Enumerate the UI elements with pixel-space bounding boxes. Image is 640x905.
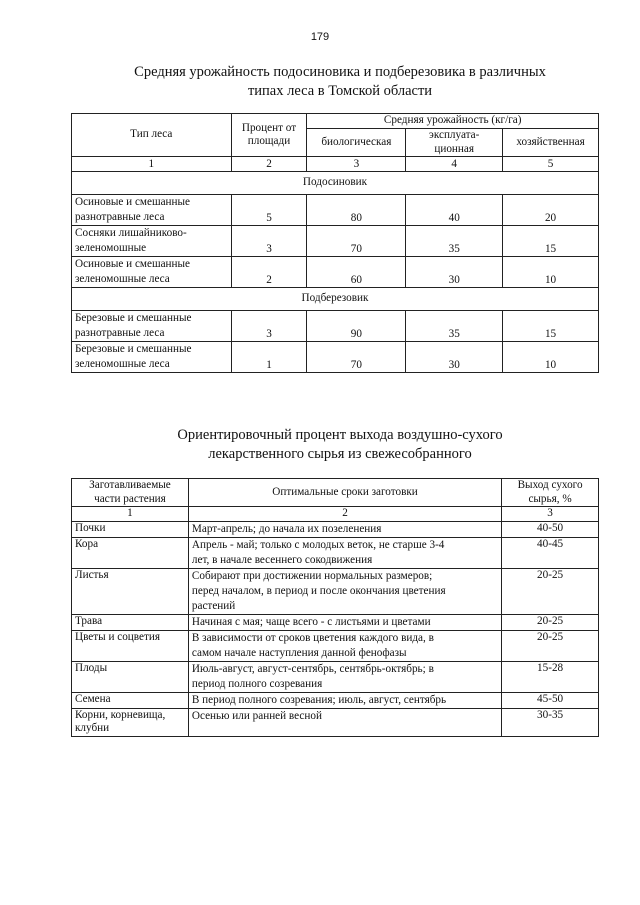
plant-part-line: Почки: [75, 521, 106, 534]
table-row: [72, 708, 599, 736]
harvest-period-line: Март-апрель; до начала их позеленения: [191, 522, 382, 535]
header-dry-yield-line1: Выход сухого: [517, 479, 583, 491]
header-economic: хозяйственная: [503, 129, 599, 157]
harvest-period-cell: [188, 614, 501, 630]
biological-yield-cell: 90: [307, 311, 406, 342]
economic-yield-cell: 10: [503, 257, 599, 288]
harvest-period-cell: [188, 692, 501, 708]
forest-type-line: Осиновые и смешанные: [75, 258, 191, 270]
col-number: 4: [406, 157, 503, 172]
dry-yield-cell: 20-25: [502, 630, 599, 661]
area-share-cell: 3: [231, 226, 307, 257]
col-number: 2: [231, 157, 307, 172]
forest-type-cell: [72, 311, 232, 342]
table-row: [72, 257, 599, 288]
table2-column-numbers: [72, 507, 599, 522]
table2-title: [60, 426, 620, 464]
harvest-period-cell: [188, 537, 501, 568]
header-harvest-periods: Оптимальные сроки заготовки: [188, 479, 501, 507]
col-number: 1: [72, 507, 189, 522]
forest-type-line: зеленомошные леса: [75, 273, 170, 285]
forest-type-line: разнотравные леса: [75, 211, 165, 223]
table2-title-line2: лекарственного сырья из свежесобранного: [208, 446, 472, 462]
dry-yield-cell: 20-25: [502, 614, 599, 630]
plant-part-cell: [72, 661, 189, 692]
header-exploitable: [406, 129, 503, 157]
plant-part-cell: [72, 568, 189, 614]
header-area-share-line2: площади: [247, 135, 291, 147]
exploitable-yield-cell: 40: [406, 195, 503, 226]
table-row: [72, 614, 599, 630]
header-plant-parts-line1: Заготавливаемые: [89, 479, 171, 491]
dry-yield-cell: 30-35: [502, 708, 599, 736]
table-row: [72, 630, 599, 661]
harvest-period-line: Собирают при достижении нормальных размеров;: [191, 569, 433, 582]
header-avg-yield: Средняя урожайность (кг/га): [307, 114, 599, 129]
harvest-period-line: лет, в начале весеннего сокодвижения: [191, 553, 373, 566]
economic-yield-cell: 20: [503, 195, 599, 226]
table-row: [72, 537, 599, 568]
plant-part-cell: [72, 614, 189, 630]
header-forest-type: Тип леса: [72, 114, 232, 157]
table1-header-row-1: [72, 114, 599, 129]
harvest-period-line: Осенью или ранней весной: [191, 709, 322, 722]
col-number: 2: [188, 507, 501, 522]
table-row: [72, 226, 599, 257]
plant-part-line: Корни, корневища,: [75, 708, 166, 721]
header-plant-parts: [72, 479, 189, 507]
harvest-period-line: самом начале наступления данной фенофазы: [191, 646, 407, 659]
exploitable-yield-cell: 35: [406, 226, 503, 257]
forest-type-line: Березовые и смешанные: [75, 343, 192, 355]
table-row: [72, 568, 599, 614]
plant-part-line: Листья: [75, 568, 109, 581]
harvest-period-line: период полного созревания: [191, 677, 323, 690]
plant-part-line: клубни: [75, 722, 110, 734]
harvest-period-line: перед началом, в период и после окончания цветения: [191, 584, 446, 597]
dry-yield-cell: 40-50: [502, 521, 599, 537]
area-share-cell: 5: [231, 195, 307, 226]
area-share-cell: 1: [231, 342, 307, 373]
economic-yield-cell: 15: [503, 226, 599, 257]
harvest-period-line: В период полного созревания; июль, август, сентябрь: [191, 693, 447, 706]
table-row: [72, 521, 599, 537]
harvest-period-line: В зависимости от сроков цветения каждого вида, в: [191, 631, 434, 644]
harvest-period-cell: [188, 521, 501, 537]
forest-type-line: Березовые и смешанные: [75, 312, 192, 324]
col-number: 5: [503, 157, 599, 172]
header-exploitable-line2: ционная: [434, 142, 475, 155]
harvest-period-cell: [188, 630, 501, 661]
header-area-share: [231, 114, 307, 157]
biological-yield-cell: 70: [307, 226, 406, 257]
plant-part-cell: [72, 521, 189, 537]
harvest-period-cell: [188, 661, 501, 692]
exploitable-yield-cell: 35: [406, 311, 503, 342]
economic-yield-cell: 15: [503, 311, 599, 342]
plant-part-line: Кора: [75, 537, 99, 550]
herbal-yield-table: [71, 478, 599, 737]
col-number: 1: [72, 157, 232, 172]
plant-part-cell: [72, 537, 189, 568]
harvest-period-line: растений: [191, 599, 236, 612]
table-row: [72, 661, 599, 692]
dry-yield-cell: 40-45: [502, 537, 599, 568]
forest-type-line: Осиновые и смешанные: [75, 196, 191, 208]
section-name: Подосиновик: [72, 172, 599, 195]
forest-type-cell: [72, 257, 232, 288]
area-share-cell: 2: [231, 257, 307, 288]
dry-yield-cell: 45-50: [502, 692, 599, 708]
harvest-period-line: Июль-август, август-сентябрь, сентябрь-октябрь; в: [191, 662, 434, 675]
header-biological: биологическая: [307, 129, 406, 157]
dry-yield-cell: 20-25: [502, 568, 599, 614]
dry-yield-cell: 15-28: [502, 661, 599, 692]
harvest-period-line: Начиная с мая; чаще всего - с листьями и цветами: [191, 615, 431, 628]
plant-part-cell: [72, 630, 189, 661]
harvest-period-cell: [188, 708, 501, 736]
section-name: Подберезовик: [72, 288, 599, 311]
table1-title-line2: типах леса в Томской области: [247, 83, 433, 99]
table1-title: [60, 63, 620, 101]
table-row: [72, 342, 599, 373]
header-plant-parts-line2: части растения: [94, 492, 166, 505]
forest-type-line: зеленомошные леса: [75, 358, 170, 370]
table1-column-numbers: [72, 157, 599, 172]
header-dry-yield: [502, 479, 599, 507]
header-exploitable-line1: эксплуата-: [429, 129, 480, 141]
table-row: [72, 195, 599, 226]
economic-yield-cell: 10: [503, 342, 599, 373]
harvest-period-cell: [188, 568, 501, 614]
biological-yield-cell: 70: [307, 342, 406, 373]
forest-type-cell: [72, 342, 232, 373]
plant-part-line: Цветы и соцветия: [75, 630, 160, 643]
plant-part-line: Трава: [75, 614, 103, 627]
area-share-cell: 3: [231, 311, 307, 342]
col-number: 3: [502, 507, 599, 522]
plant-part-line: Плоды: [75, 661, 108, 674]
table2-title-line1: Ориентировочный процент выхода воздушно-сухого: [177, 427, 503, 443]
exploitable-yield-cell: 30: [406, 257, 503, 288]
biological-yield-cell: 80: [307, 195, 406, 226]
mushroom-yield-table: [71, 113, 599, 373]
plant-part-line: Семена: [75, 692, 111, 705]
biological-yield-cell: 60: [307, 257, 406, 288]
table2-header-row: [72, 479, 599, 507]
section-row: [72, 172, 599, 195]
table1-title-line1: Средняя урожайность подосиновика и подберезовика в различных: [134, 64, 546, 80]
table-row: [72, 311, 599, 342]
harvest-period-line: Апрель - май; только с молодых веток, не старше 3-4: [191, 538, 445, 551]
section-row: [72, 288, 599, 311]
plant-part-cell: [72, 692, 189, 708]
forest-type-cell: [72, 226, 232, 257]
forest-type-line: Сосняки лишайниково-: [75, 227, 187, 239]
plant-part-cell: [72, 708, 189, 736]
forest-type-cell: [72, 195, 232, 226]
col-number: 3: [307, 157, 406, 172]
forest-type-line: зеленомошные: [75, 242, 147, 254]
forest-type-line: разнотравные леса: [75, 327, 165, 339]
table-row: [72, 692, 599, 708]
exploitable-yield-cell: 30: [406, 342, 503, 373]
header-dry-yield-line2: сырья, %: [528, 492, 572, 505]
page-number: 179: [310, 31, 330, 43]
header-area-share-line1: Процент от: [241, 121, 297, 134]
